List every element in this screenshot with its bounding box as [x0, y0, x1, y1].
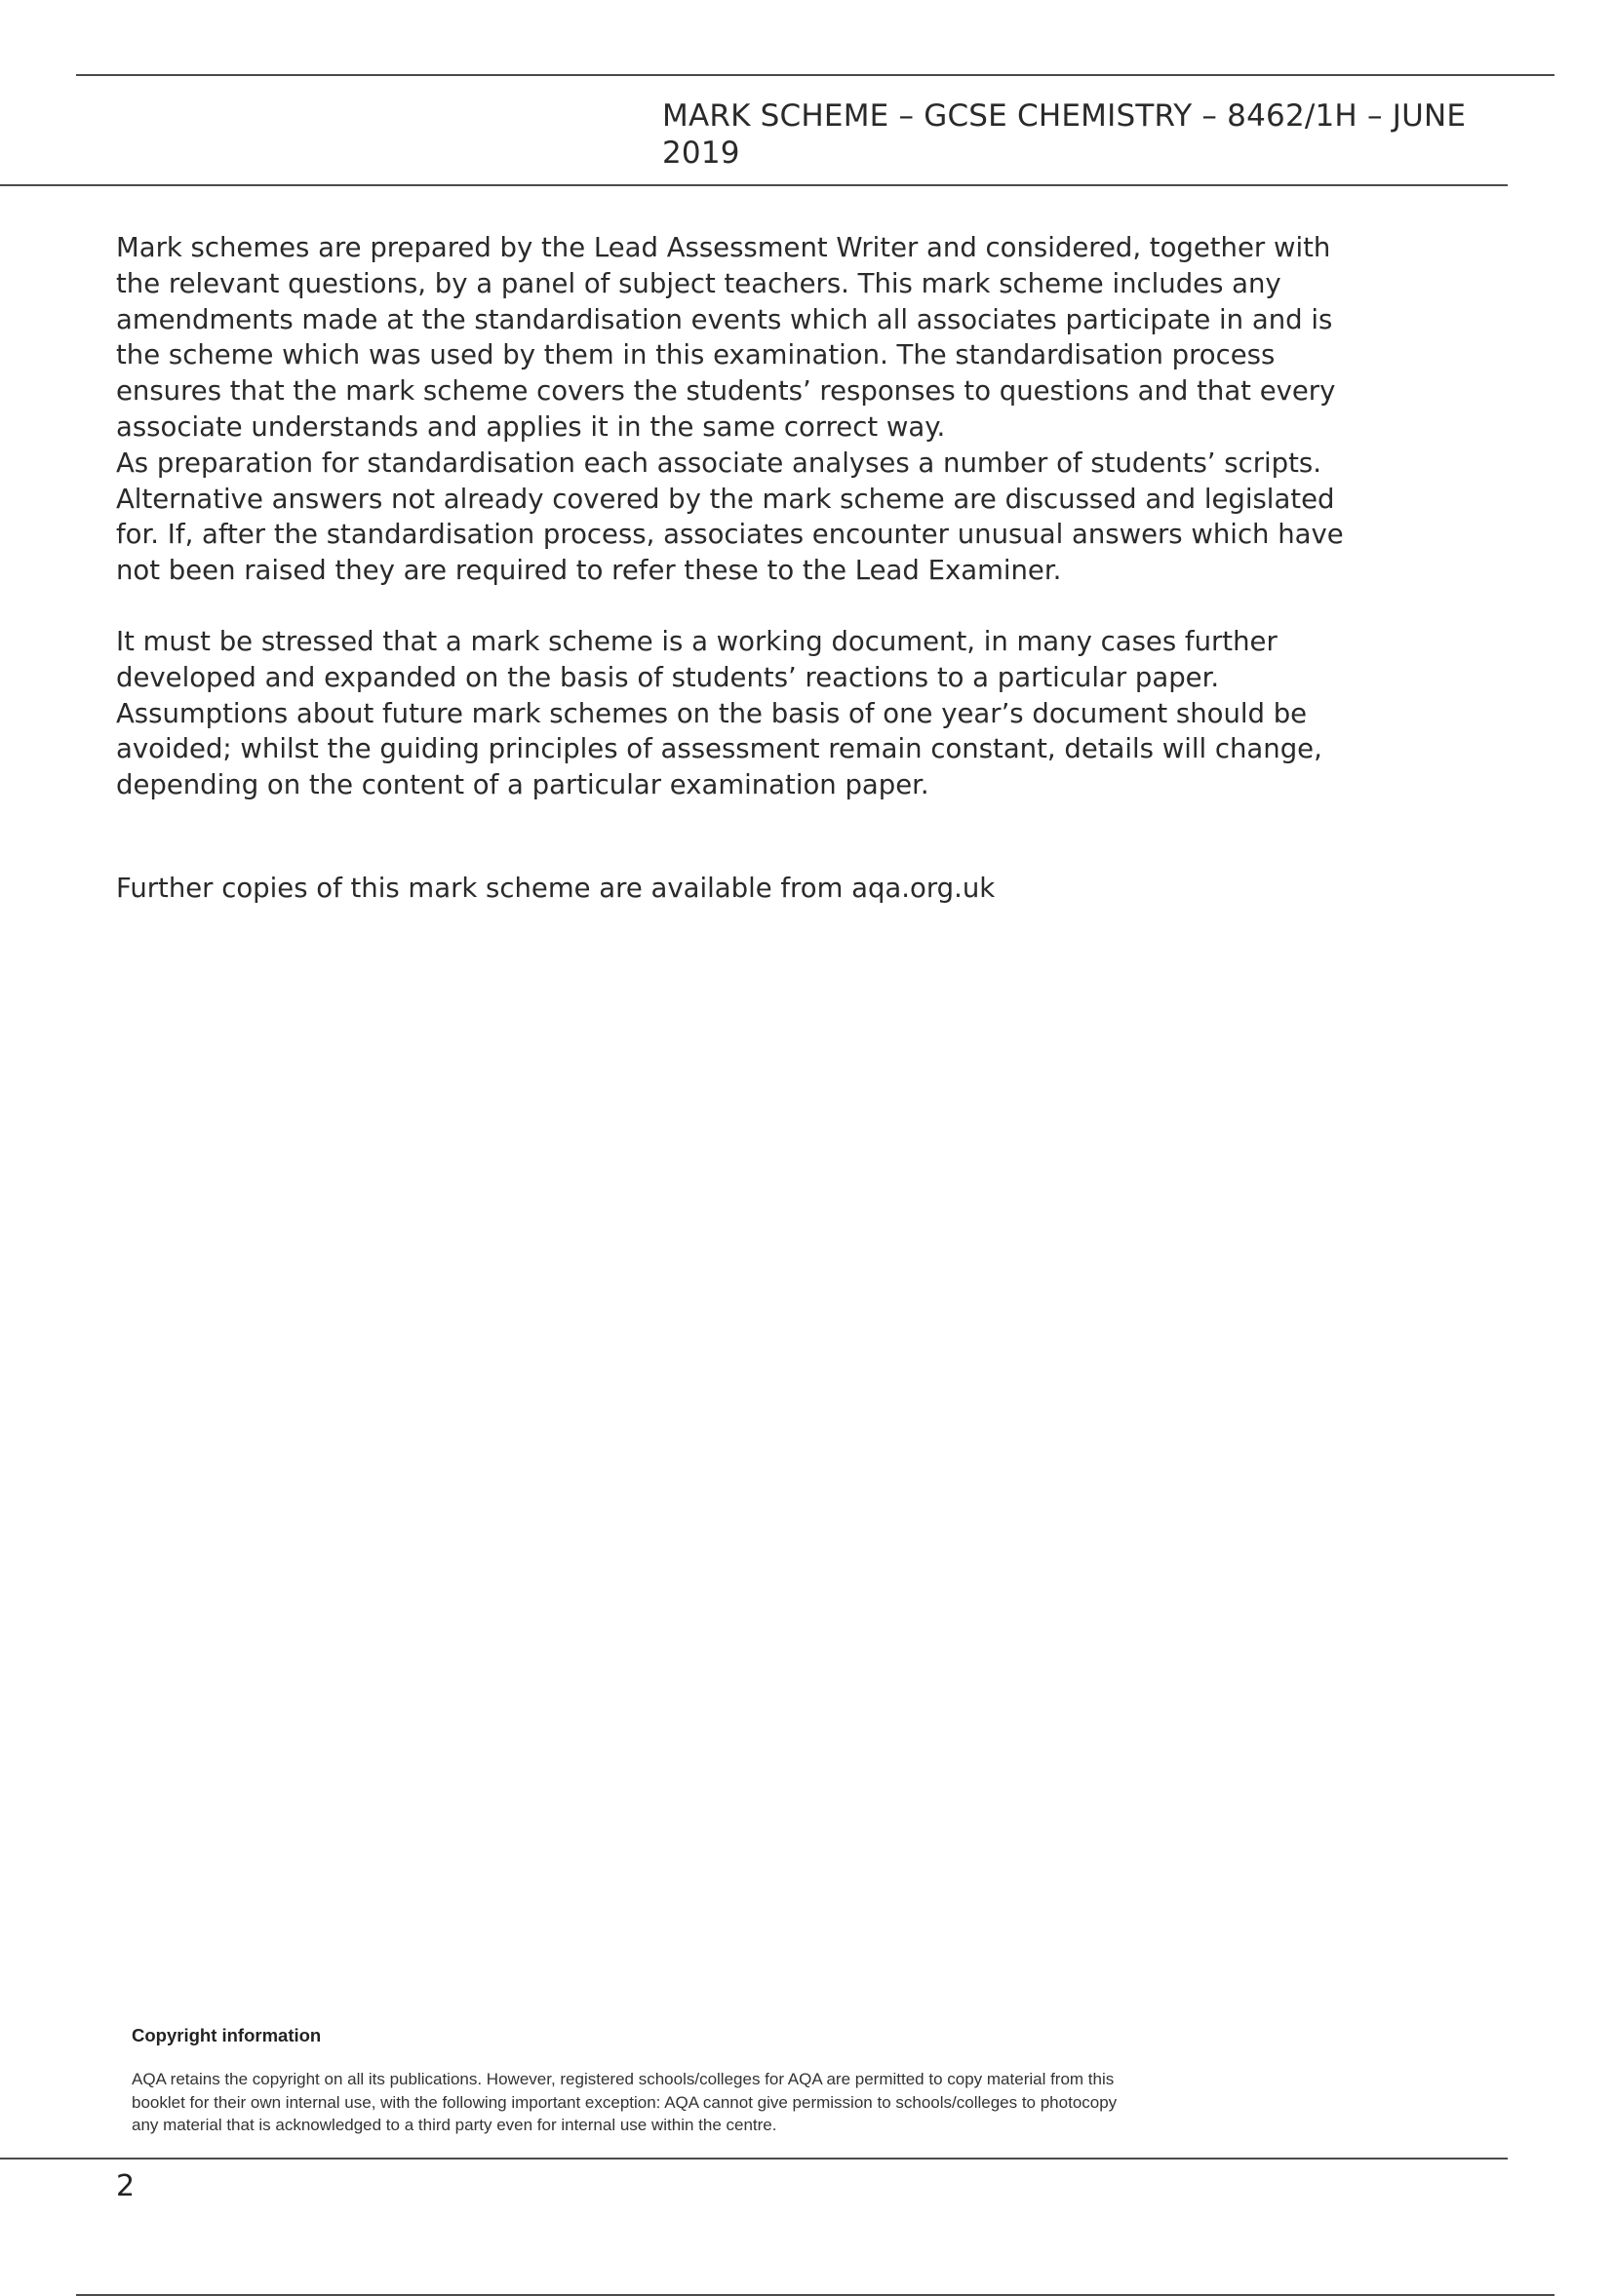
text-line: Further copies of this mark scheme are available from aqa.org.uk [116, 873, 996, 904]
copyright-line: AQA retains the copyright on all its publications. However, registered schools/colleges for AQA are permitted to copy material from this [132, 2070, 1115, 2088]
page-number: 2 [116, 2169, 136, 2203]
working-document-paragraph [116, 624, 1501, 803]
text-line: Alternative answers not already covered by the mark scheme are discussed and legislated [116, 483, 1335, 515]
copyright-heading: Copyright information [132, 2025, 322, 2045]
text-line: Mark schemes are prepared by the Lead Assessment Writer and considered, together with [116, 232, 1331, 263]
running-header-title: MARK SCHEME – GCSE CHEMISTRY – 8462/1H – JUNE 2019 [662, 98, 1467, 171]
intro-paragraph [116, 230, 1501, 589]
text-line: amendments made at the standardisation events which all associates participate in and is [116, 303, 1333, 335]
text-line: for. If, after the standardisation process, associates encounter unusual answers which have [116, 519, 1344, 551]
copyright-notice [132, 2068, 1497, 2137]
text-line: the scheme which was used by them in this examination. The standardisation process [116, 339, 1276, 371]
header-rule [0, 184, 1508, 186]
further-copies-paragraph [116, 871, 1501, 907]
text-line: It must be stressed that a mark scheme is a working document, in many cases further [116, 626, 1278, 657]
text-line: depending on the content of a particular examination paper. [116, 769, 929, 801]
text-line: Assumptions about future mark schemes on the basis of one year’s document should be [116, 697, 1308, 729]
copyright-line: any material that is acknowledged to a third party even for internal use within the centre. [132, 2116, 777, 2134]
footer-rule [0, 2158, 1508, 2160]
text-line: developed and expanded on the basis of students’ reactions to a particular paper. [116, 661, 1220, 693]
top-rule [76, 74, 1554, 76]
copyright-line: booklet for their own internal use, with the following important exception: AQA cannot give permission to schools/colleges to photocopy [132, 2092, 1118, 2112]
text-line: ensures that the mark scheme covers the students’ responses to questions and that every [116, 375, 1336, 408]
text-line: not been raised they are required to refer these to the Lead Examiner. [116, 555, 1062, 587]
text-line: associate understands and applies it in the same correct way. [116, 410, 946, 443]
text-line: avoided; whilst the guiding principles of assessment remain constant, details will change, [116, 733, 1322, 765]
text-line: As preparation for standardisation each associate analyses a number of students’ scripts. [116, 447, 1321, 479]
text-line: the relevant questions, by a panel of subject teachers. This mark scheme includes any [116, 267, 1281, 299]
